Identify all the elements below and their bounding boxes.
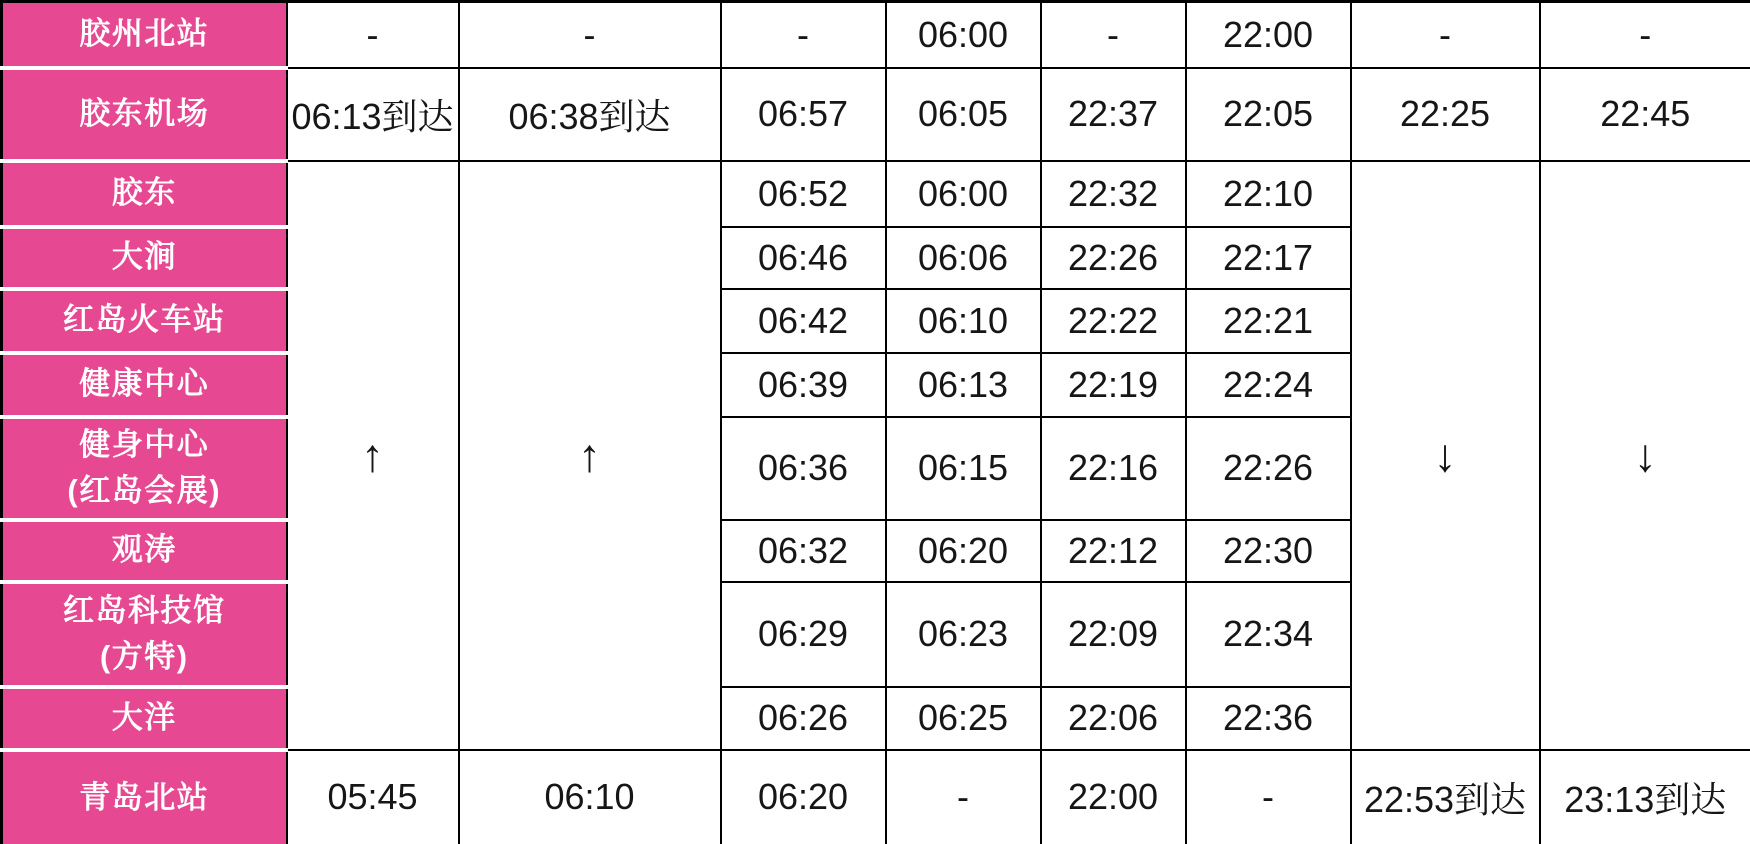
time-cell: 22:12 bbox=[1041, 520, 1186, 582]
station-cell bbox=[2, 687, 287, 750]
table-row bbox=[2, 2, 1750, 68]
station-name: 胶东机场 bbox=[79, 95, 210, 131]
up-arrow-cell: ↑ bbox=[287, 161, 459, 750]
time-cell: 06:20 bbox=[886, 520, 1041, 582]
table-row bbox=[2, 161, 1750, 227]
time-cell: 22:10 bbox=[1186, 161, 1351, 227]
station-cell bbox=[2, 750, 287, 844]
time-cell: 06:06 bbox=[886, 227, 1041, 289]
time-cell: 06:10 bbox=[459, 750, 721, 844]
station-cell bbox=[2, 353, 287, 417]
time-cell: 05:45 bbox=[287, 750, 459, 844]
time-cell: 22:00 bbox=[1041, 750, 1186, 844]
station-name: (方特) bbox=[99, 639, 189, 674]
down-arrow-cell: ↓ bbox=[1351, 161, 1540, 750]
time-cell: 06:32 bbox=[721, 520, 886, 582]
time-cell: 22:00 bbox=[1186, 2, 1351, 68]
station-name: 健康中心 bbox=[79, 366, 210, 402]
station-cell bbox=[2, 161, 287, 227]
time-cell: 06:46 bbox=[721, 227, 886, 289]
table-row bbox=[2, 68, 1750, 161]
time-cell: 22:30 bbox=[1186, 520, 1351, 582]
time-cell: 06:25 bbox=[886, 687, 1041, 750]
station-cell bbox=[2, 2, 287, 68]
time-cell: - bbox=[886, 750, 1041, 844]
station-name: (红岛会展) bbox=[67, 473, 222, 508]
time-cell: 22:09 bbox=[1041, 582, 1186, 687]
station-cell bbox=[2, 520, 287, 582]
time-cell: 06:29 bbox=[721, 582, 886, 687]
time-cell: 22:53到达 bbox=[1351, 750, 1540, 844]
time-cell: 06:20 bbox=[721, 750, 886, 844]
station-name: 胶州北站 bbox=[79, 16, 210, 51]
station-name: 红岛科技馆 bbox=[63, 592, 226, 628]
time-cell: 06:00 bbox=[886, 161, 1041, 227]
time-cell: 06:13到达 bbox=[287, 68, 459, 161]
time-cell: 22:34 bbox=[1186, 582, 1351, 687]
time-cell: 22:37 bbox=[1041, 68, 1186, 161]
time-cell: 22:05 bbox=[1186, 68, 1351, 161]
time-cell: 22:24 bbox=[1186, 353, 1351, 417]
time-cell: 22:26 bbox=[1186, 417, 1351, 520]
table-row bbox=[2, 750, 1750, 844]
time-cell: 22:25 bbox=[1351, 68, 1540, 161]
station-name: 青岛北站 bbox=[79, 779, 210, 815]
time-cell: - bbox=[287, 2, 459, 68]
station-name: 大洋 bbox=[111, 699, 177, 735]
time-cell: - bbox=[1186, 750, 1351, 844]
time-cell: 06:00 bbox=[886, 2, 1041, 68]
time-cell: - bbox=[721, 2, 886, 68]
time-cell: - bbox=[459, 2, 721, 68]
time-cell: - bbox=[1351, 2, 1540, 68]
station-name: 胶东 bbox=[111, 175, 177, 211]
timetable-body bbox=[2, 2, 1750, 844]
time-cell: 06:57 bbox=[721, 68, 886, 161]
station-cell bbox=[2, 289, 287, 353]
time-cell: 06:38到达 bbox=[459, 68, 721, 161]
time-cell: 06:26 bbox=[721, 687, 886, 750]
time-cell: 22:06 bbox=[1041, 687, 1186, 750]
time-cell: 06:13 bbox=[886, 353, 1041, 417]
time-cell: 06:23 bbox=[886, 582, 1041, 687]
time-cell: 22:17 bbox=[1186, 227, 1351, 289]
time-cell: 06:42 bbox=[721, 289, 886, 353]
station-name: 观涛 bbox=[111, 532, 177, 568]
time-cell: 22:21 bbox=[1186, 289, 1351, 353]
time-cell: 22:32 bbox=[1041, 161, 1186, 227]
time-cell: 23:13到达 bbox=[1540, 750, 1750, 844]
time-cell: 22:16 bbox=[1041, 417, 1186, 520]
time-cell: 22:45 bbox=[1540, 68, 1750, 161]
time-cell: 06:10 bbox=[886, 289, 1041, 353]
station-name: 红岛火车站 bbox=[63, 302, 226, 338]
time-cell: - bbox=[1540, 2, 1750, 68]
station-name: 大涧 bbox=[111, 239, 177, 275]
down-arrow-cell: ↓ bbox=[1540, 161, 1750, 750]
up-arrow-cell: ↑ bbox=[459, 161, 721, 750]
station-cell bbox=[2, 582, 287, 687]
time-cell: 06:52 bbox=[721, 161, 886, 227]
station-name: 健身中心 bbox=[79, 426, 210, 462]
time-cell: 06:05 bbox=[886, 68, 1041, 161]
time-cell: 06:36 bbox=[721, 417, 886, 520]
time-cell: 06:39 bbox=[721, 353, 886, 417]
station-cell bbox=[2, 227, 287, 289]
time-cell: - bbox=[1041, 2, 1186, 68]
station-cell bbox=[2, 417, 287, 520]
station-cell bbox=[2, 68, 287, 161]
time-cell: 22:22 bbox=[1041, 289, 1186, 353]
time-cell: 22:36 bbox=[1186, 687, 1351, 750]
time-cell: 22:19 bbox=[1041, 353, 1186, 417]
time-cell: 06:15 bbox=[886, 417, 1041, 520]
time-cell: 22:26 bbox=[1041, 227, 1186, 289]
